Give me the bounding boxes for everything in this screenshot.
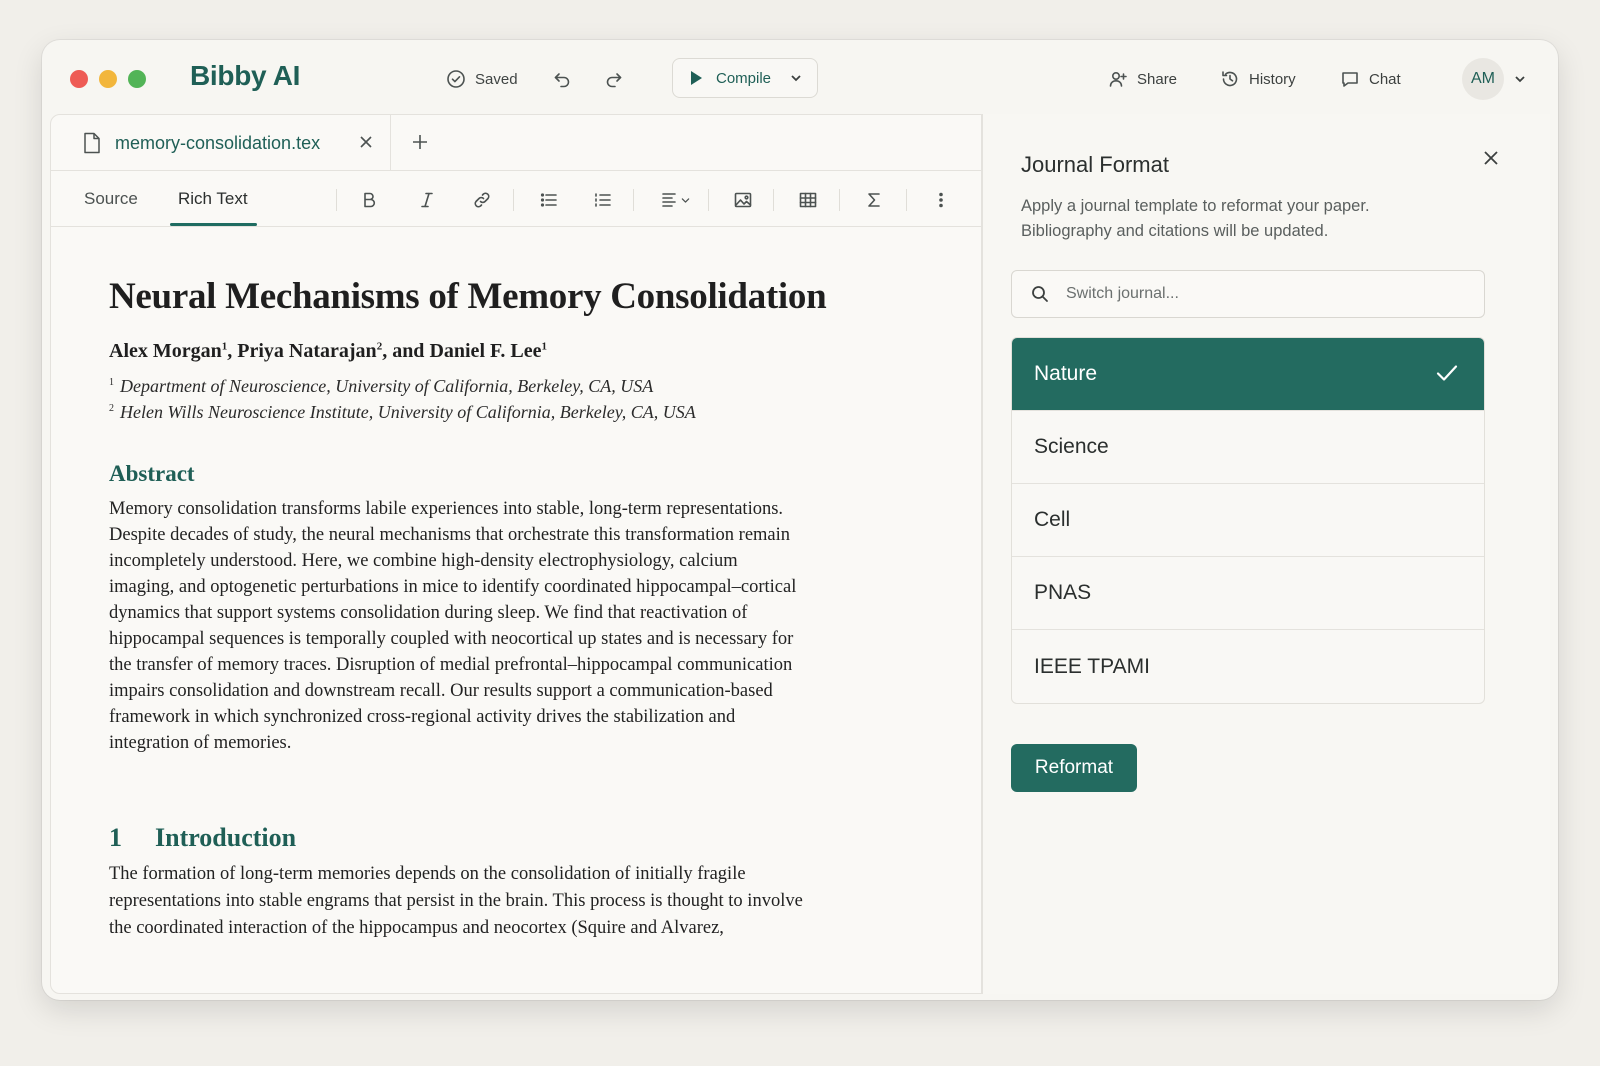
format-toolbar	[51, 171, 981, 227]
saved-label: Saved	[475, 70, 518, 88]
divider	[513, 189, 514, 211]
author-affiliation-mark: 1	[221, 340, 228, 353]
author-list	[109, 340, 547, 363]
affiliation-text: Department of Neuroscience, University of California, Berkeley, CA, USA	[120, 376, 654, 396]
bold-icon	[359, 190, 379, 210]
share-label: Share	[1137, 70, 1178, 88]
chat-bubble-icon	[1340, 69, 1360, 89]
compile-button[interactable]	[672, 58, 818, 98]
journal-option-nature[interactable]	[1012, 338, 1484, 411]
affiliation	[109, 376, 653, 397]
insert-table-button[interactable]	[796, 188, 820, 212]
abstract-text: Memory consolidation transforms labile experiences into stable, long-term representations. Despite decades of study, the neural mechanisms that orchestrate this transformation remain incompletely understood. Here, we combine high-density electrophysiology, calcium imaging, and optogenetic perturbations in mice to identify coordinated hippocampal–cortical dynamics that support systems consolidation during sleep. We find that reactivation of hippocampal sequences is temporally coupled with neocortical up states and is necessary for the transfer of memory traces. Disruption of medial prefrontal–hippocampal communication impairs consolidation and downstream recall. Our results support a communication-based framework in which synchronized cross-regional activity drives the stabilization and integration of memories.	[109, 499, 797, 753]
compile-label: Compile	[716, 69, 772, 87]
journal-option-cell[interactable]	[1012, 484, 1484, 557]
journal-option-label: Nature	[1034, 362, 1098, 385]
play-icon	[691, 71, 702, 85]
insert-equation-button[interactable]	[862, 188, 886, 212]
journal-search-input[interactable]	[1066, 285, 1446, 303]
active-tab-indicator	[170, 223, 257, 226]
checkmark-icon	[1436, 364, 1458, 382]
journal-search[interactable]	[1011, 270, 1485, 318]
divider	[708, 189, 709, 211]
search-icon	[1030, 284, 1050, 304]
insert-image-button[interactable]	[731, 188, 755, 212]
undo-icon	[552, 69, 572, 89]
journal-option-science[interactable]	[1012, 411, 1484, 484]
author-separator: , and	[382, 340, 430, 362]
table-icon	[798, 190, 818, 210]
add-user-icon	[1108, 69, 1128, 89]
chat-button[interactable]	[1340, 66, 1401, 92]
undo-button[interactable]	[552, 66, 572, 92]
journal-option-pnas[interactable]	[1012, 557, 1484, 630]
section-number: 1	[109, 823, 122, 852]
abstract-heading: Abstract	[109, 461, 195, 486]
tab-source[interactable]: Source	[84, 189, 138, 208]
affiliation-text: Helen Wills Neuroscience Institute, University of California, Berkeley, CA, USA	[120, 402, 696, 422]
history-icon	[1220, 69, 1240, 89]
journal-option-label: Cell	[1034, 508, 1071, 531]
redo-button[interactable]	[604, 66, 624, 92]
journal-option-label: Science	[1034, 435, 1109, 458]
journal-format-panel	[982, 114, 1550, 994]
close-window-button[interactable]	[70, 70, 88, 88]
saved-status	[446, 66, 518, 92]
italic-icon	[417, 190, 437, 210]
author-affiliation-mark: 1	[541, 340, 547, 353]
panel-description: Apply a journal template to reformat your paper. Bibliography and citations will be updated.	[1021, 197, 1370, 240]
link-button[interactable]	[470, 188, 494, 212]
check-circle-icon	[446, 69, 466, 89]
numbered-list-icon	[593, 190, 613, 210]
affiliation-mark: 2	[109, 403, 114, 414]
chevron-down-icon	[680, 195, 691, 206]
divider	[839, 189, 840, 211]
journal-option-ieee-tpami[interactable]	[1012, 630, 1484, 703]
plus-icon[interactable]	[411, 133, 429, 151]
author-separator: ,	[227, 340, 238, 362]
divider	[773, 189, 774, 211]
section-title: Introduction	[155, 823, 297, 852]
journal-list	[1011, 337, 1485, 704]
affiliation	[109, 402, 696, 423]
author-name: Alex Morgan	[109, 340, 222, 362]
section-heading	[109, 823, 296, 853]
author-affiliation-mark: 2	[376, 340, 383, 353]
divider	[633, 189, 634, 211]
minimize-window-button[interactable]	[99, 70, 117, 88]
introduction-text: The formation of long-term memories depends on the consolidation of initially fragile representations into stable engrams that persist in the brain. This process is thought to involve the coordinated interaction of the hippocampus and neocortex (Squire and Alvarez,	[109, 864, 803, 938]
sigma-icon	[864, 190, 884, 210]
title-bar	[42, 40, 1558, 116]
chevron-down-icon[interactable]	[1513, 72, 1527, 86]
numbered-list-button[interactable]	[591, 188, 615, 212]
affiliation-mark: 1	[109, 377, 114, 388]
align-icon	[660, 190, 680, 210]
file-tab-label: memory-consolidation.tex	[115, 132, 321, 153]
more-icon	[931, 190, 951, 210]
editor-pane	[50, 114, 982, 994]
divider	[906, 189, 907, 211]
more-options-button[interactable]	[929, 188, 953, 212]
app-logo: Bibby AI	[190, 60, 301, 91]
close-icon[interactable]	[1483, 150, 1499, 166]
bulleted-list-icon	[539, 190, 559, 210]
redo-icon	[604, 69, 624, 89]
tab-rich-text[interactable]: Rich Text	[178, 189, 248, 208]
journal-option-label: IEEE TPAMI	[1034, 654, 1150, 678]
divider	[336, 189, 337, 211]
panel-title: Journal Format	[1021, 152, 1169, 177]
reformat-button[interactable]: Reformat	[1011, 744, 1137, 792]
author-name: Priya Natarajan	[237, 340, 377, 362]
journal-option-label: PNAS	[1034, 581, 1092, 604]
italic-button[interactable]	[415, 188, 439, 212]
chevron-down-icon	[789, 71, 803, 85]
avatar[interactable]: AM	[1462, 58, 1504, 100]
paper-title: Neural Mechanisms of Memory Consolidation	[109, 276, 827, 317]
chat-label: Chat	[1369, 70, 1401, 88]
close-icon[interactable]	[359, 135, 373, 149]
bulleted-list-button[interactable]	[537, 188, 561, 212]
file-tab-bar	[51, 115, 981, 171]
file-tab[interactable]	[51, 115, 391, 171]
align-dropdown[interactable]	[655, 188, 695, 212]
author-name: Daniel F. Lee	[429, 340, 542, 362]
bold-button[interactable]	[357, 188, 381, 212]
image-icon	[733, 190, 753, 210]
link-icon	[472, 190, 492, 210]
file-icon	[83, 132, 101, 154]
history-label: History	[1249, 70, 1296, 88]
window-controls	[70, 70, 146, 88]
maximize-window-button[interactable]	[128, 70, 146, 88]
history-button[interactable]	[1220, 66, 1296, 92]
app-window	[42, 40, 1558, 1000]
share-button[interactable]	[1108, 66, 1177, 92]
